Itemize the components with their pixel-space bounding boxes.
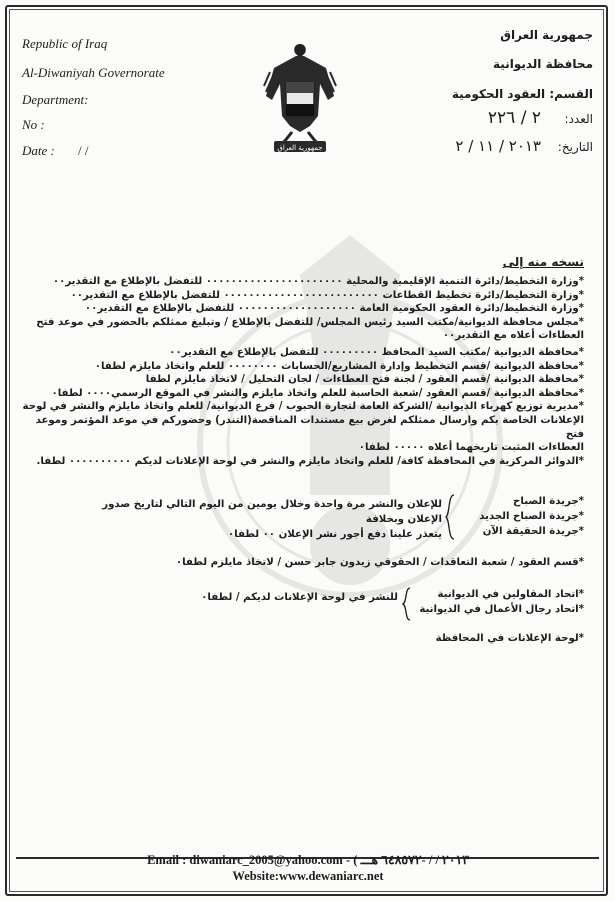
list-item: *مديرية توزيع كهرباء الديوانية /الشركة العامة لتجارة الحبوب / فرع الديوانية/ للعلم واتخاذ مايلزم والنشر في لوحة: [22, 401, 584, 413]
header-country: Republic of Iraq: [22, 36, 108, 51]
list-item: *وزارة التخطيط/دائرة العقود الحكومية العامة ٠٠٠٠٠٠٠٠٠٠٠٠٠٠٠٠٠٠٠ للتفضل بالإطلاع مع التقدير٠٠: [84, 303, 584, 315]
emblem-caption: جمهورية العراق: [277, 144, 323, 152]
newspaper-item: *جريدة الصباح: [513, 496, 584, 507]
list-item: العطاءات أعلاه مع التقدير٠٠: [442, 330, 584, 342]
header-date-slashes: / /: [78, 143, 89, 158]
unions-brace-icon: [402, 587, 412, 621]
footer-email: Email : diwaniarc_2005@yahoo.com - ( ٢٠١٣ / / -٦٤٨٥٧٢ هـــ: [147, 853, 469, 867]
list-item: العطاءات المثبت تاريخهما أعلاه ٠٠٠٠٠ لطفا٠: [358, 442, 584, 454]
header-governorate: Al-Diwaniyah Governorate: [22, 65, 165, 80]
list-item: *الدوائر المركزية في المحافظة كافة/ للعلم واتخاذ مايلزم والنشر في لوحة الإعلانات لديكم ٠٠٠٠٠٠٠٠٠٠ لطفا.: [36, 455, 584, 467]
header-number-label-ar: العدد:: [564, 112, 593, 126]
union-item: *اتحاد رجال الأعمال في الديوانية: [419, 604, 584, 615]
union-item: *اتحاد المقاولين في الديوانية: [437, 589, 584, 600]
list-item: *محافظة الديوانية /قسم العقود /شعبة الحاسبة للعلم واتخاذ مايلزم والنشر في الموقع الرسمي٠٠٠٠ لطفا٠: [51, 387, 584, 399]
footer-website: Website:www.dewaniarc.net: [232, 869, 384, 883]
newspapers-note: [78, 497, 442, 542]
header-number-label: No :: [22, 117, 45, 132]
unions-note: للنشر في لوحة الإعلانات لديكم / لطفا٠: [201, 592, 398, 603]
newspaper-item: *جريدة الصباح الجديد: [479, 511, 584, 522]
eagle-emblem-icon: [262, 38, 338, 156]
list-item: *محافظة الديوانية /قسم العقود / لجنة فتح العطاءات / لجان التحليل / لاتخاذ مايلزم لطفا: [145, 374, 584, 386]
header-governorate-ar: محافظة الديوانية: [493, 57, 593, 71]
list-item: *محافظة الديوانية /مكتب السيد المحافظ ٠٠٠٠٠٠٠٠٠ للتفضل بالإطلاع مع التقدير٠٠: [169, 346, 584, 358]
distribution-list: [18, 275, 584, 468]
board-line: *لوحة الإعلانات في المحافظة: [435, 633, 584, 644]
list-item: *مجلس محافظة الديوانية/مكتب السيد رئيس المجلس/ للتفضل بالإطلاع / وتبليغ ممثلكم بالحضور في موعد فتح: [36, 316, 584, 328]
header-date-value-ar: ٢٠١٣ / ١١ / ٢: [455, 137, 541, 155]
list-item: الإعلانات الخاصة بكم وارسال ممثلكم لغرض بيع مستندات المناقصة(التندر) وحضوركم في موعد المؤتمر وموعد فتح: [35, 414, 584, 440]
newspapers-note-line: للإعلان والنشر مرة واحدة وخلال يومين من اليوم التالي لتاريخ صدور الإعلان وبخلافة: [102, 499, 442, 525]
list-item: *وزارة التخطيط/دائرة التنمية الإقليمية والمحلية ٠٠٠٠٠٠٠٠٠٠٠٠٠٠٠٠٠٠٠٠٠٠ للتفضل بالإطلاع مع التقدير٠٠: [52, 276, 584, 287]
newspapers-list: [460, 494, 584, 539]
header-date-label-ar: التاريخ:: [557, 140, 593, 154]
list-item: *محافظة الديوانية /قسم التخطيط وإدارة المشاريع/الحسابات ٠٠٠٠٠٠٠٠ للعلم واتخاذ مايلزم لطفا٠: [94, 360, 584, 372]
copies-heading: نسخه منه إلى: [502, 255, 584, 269]
header-number-value-ar: ٢ / ٢٢٦: [487, 108, 541, 128]
unions-list: [414, 587, 584, 617]
header-date-label: Date :: [22, 143, 55, 158]
header-department-label: Department:: [22, 92, 89, 107]
header-department-ar: القسم: العقود الحكومية: [451, 87, 593, 101]
list-item: *وزارة التخطيط/دائرة تخطيط القطاعات ٠٠٠٠٠٠٠٠٠٠٠٠٠٠٠٠٠٠٠٠٠٠٠٠٠ للتفضل بالإطلاع مع التقدير٠٠: [70, 289, 584, 301]
contracts-line: *قسم العقود / شعبة التعاقدات / الحقوقي زيدون جابر حسن / لاتخاذ مايلزم لطفا٠: [175, 557, 584, 568]
header-country-ar: جمهورية العراق: [500, 28, 593, 42]
newspapers-note-line: يتعذر علينا دفع أجور نشر الإعلان ٠٠ لطفا٠: [227, 529, 442, 540]
newspapers-brace-icon: [444, 494, 456, 540]
newspaper-item: *جريدة الحقيقة الآن: [482, 526, 584, 537]
